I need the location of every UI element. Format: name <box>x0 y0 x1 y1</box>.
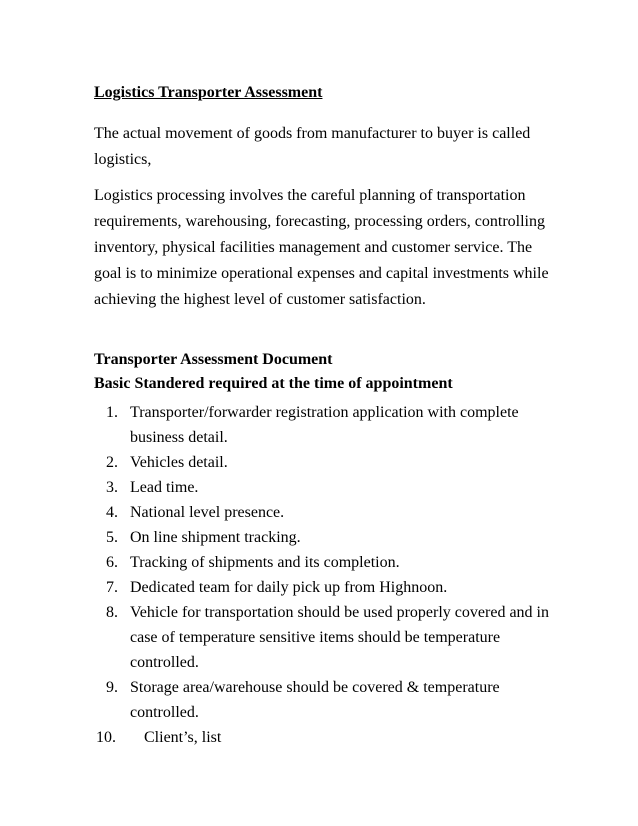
section-heading: Transporter Assessment Document <box>94 351 333 368</box>
list-item <box>94 725 564 750</box>
list-item-text: Vehicle for transportation should be used properly covered and in case of temperature sensitive items should be temperature controlled. <box>130 604 549 671</box>
logistics-description-paragraph: Logistics processing involves the careful planning of transportation requirements, warehousing, forecasting, processing orders, controlling inventory, physical facilities management and customer service. The goal is to minimize operational expenses and capital investments while achieving the highest level of customer satisfaction. <box>94 187 549 308</box>
list-item-text: On line shipment tracking. <box>130 529 301 546</box>
list-item <box>94 550 564 575</box>
list-item <box>94 400 564 450</box>
list-item-text: Client’s, list <box>144 729 222 746</box>
requirements-list <box>94 400 564 750</box>
list-item-number: 6. <box>106 554 118 571</box>
list-item-number: 7. <box>106 579 118 596</box>
list-item <box>94 475 564 500</box>
list-item <box>94 575 564 600</box>
list-item <box>94 525 564 550</box>
list-item-number: 3. <box>106 479 118 496</box>
list-item <box>94 450 564 475</box>
section-subheading: Basic Standered required at the time of appointment <box>94 375 453 392</box>
list-item-number: 2. <box>106 454 118 471</box>
document-title: Logistics Transporter Assessment <box>94 84 323 101</box>
list-item-text: Storage area/warehouse should be covered & temperature controlled. <box>130 679 500 721</box>
list-item-text: Dedicated team for daily pick up from Highnoon. <box>130 579 448 596</box>
list-item-number: 1. <box>106 404 118 421</box>
list-item-number: 10. <box>96 729 116 746</box>
list-item-number: 9. <box>106 679 118 696</box>
list-item-number: 4. <box>106 504 118 521</box>
intro-paragraph: The actual movement of goods from manufacturer to buyer is called logistics, <box>94 125 531 168</box>
list-item <box>94 500 564 525</box>
list-item-text: Lead time. <box>130 479 199 496</box>
list-item-text: Tracking of shipments and its completion. <box>130 554 400 571</box>
list-item-number: 8. <box>106 604 118 621</box>
list-item <box>94 600 564 675</box>
list-item-text: Vehicles detail. <box>130 454 228 471</box>
list-item-text: Transporter/forwarder registration application with complete business detail. <box>130 404 519 446</box>
list-item-number: 5. <box>106 529 118 546</box>
list-item-text: National level presence. <box>130 504 285 521</box>
list-item <box>94 675 564 725</box>
